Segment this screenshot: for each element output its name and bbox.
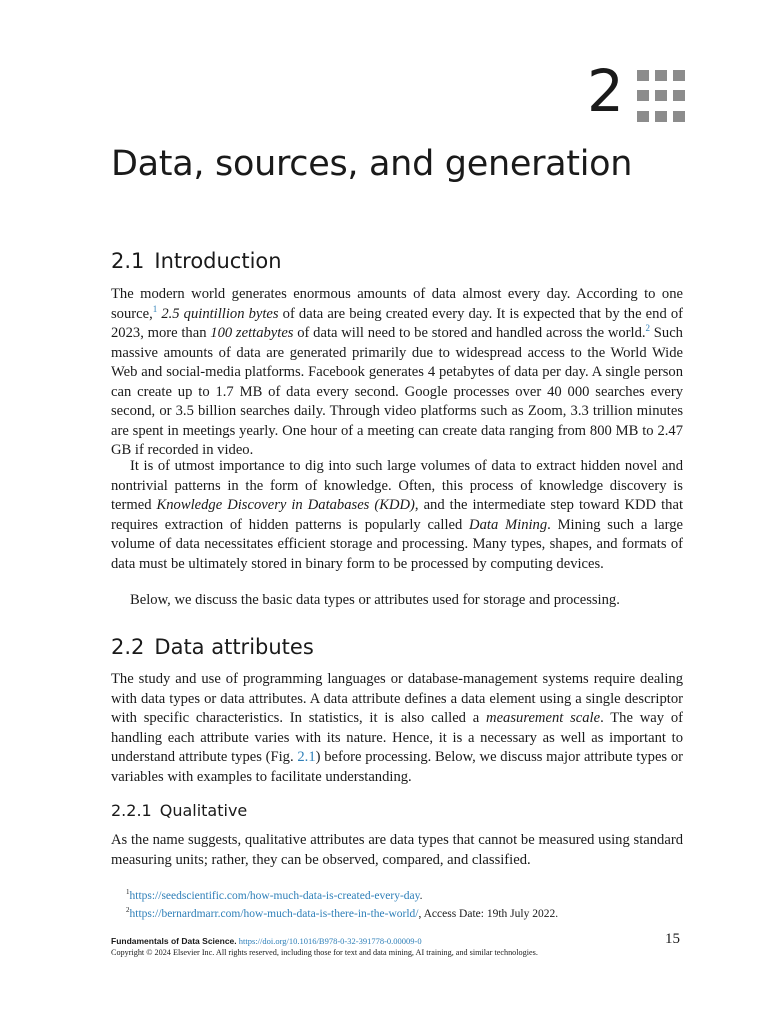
section-number: 2.2 (111, 635, 145, 659)
text-run: Such massive amounts of data are generated primarily due to widespread access to the World Wide Web and social-media platforms. Facebook generates 4 petabytes of data per day. A single person can create up to 1.7 MB of data every second. Google processes over 40 000 searches every second, or 3.5 billion searches daily. Through video platforms such as Zoom, 3.3 trillion minutes are spent in meetings yearly. One hour of a meeting can create data ranging from 800 MB to 2.47 GB if recorded in video. (111, 325, 683, 458)
emphasis: measurement scale (486, 710, 601, 726)
chapter-grid-ornament (637, 70, 685, 124)
paragraph-qualitative: As the name suggests, qualitative attributes are data types that cannot be measured using standard measuring units; rather, they can be observed, compared, and classified. (111, 832, 683, 868)
text-run: of data will need to be stored and handled across the world. (293, 325, 646, 341)
grid-square (673, 90, 685, 101)
emphasis: Knowledge Discovery in Databases (KDD) (156, 497, 415, 513)
paragraph-attributes (111, 670, 683, 787)
footnote-suffix: , Access Date: 19th July 2022. (418, 908, 559, 920)
emphasis: 2.5 quintillion bytes (161, 305, 279, 322)
subsection-number: 2.2.1 (111, 801, 152, 820)
section-title: Introduction (154, 249, 282, 273)
text-run: ) before processing. Below, we discuss major attribute types or variables with examples to facilitate understanding. (111, 749, 683, 785)
emphasis: Data Mining (469, 516, 548, 533)
paragraph-intro-2 (111, 457, 683, 574)
footnote-1 (126, 889, 423, 903)
section-heading-2-1 (111, 249, 282, 273)
paragraph-intro-3: Below, we discuss the basic data types or attributes used for storage and processing. (130, 592, 620, 608)
grid-square (637, 111, 649, 122)
text-run: It is of utmost importance to dig into such large volumes of data to extract hidden novel and nontrivial patterns in the form of knowledge. Often, this process of knowledge discovery is termed (111, 458, 683, 513)
subsection-heading-2-2-1 (111, 801, 247, 820)
text-run: of data are being created every day. It is expected that by the end of 2023, more than (111, 305, 683, 341)
text-run: . Mining such a large volume of data necessitates efficient storage and processing. Many types, shapes, and formats of data must be ultimately stored in binary form to be processed by computing devices. (111, 516, 683, 572)
text-run: , and the intermediate step toward KDD that requires extraction of hidden patterns is popularly called (111, 497, 683, 533)
footnote-mark: 1 (126, 888, 130, 897)
grid-square (655, 111, 667, 122)
footnote-2 (126, 907, 558, 921)
text-run: . The way of handling each attribute varies with its nature. Hence, it is a necessary as well as important to understand attribute types (Fig. (111, 710, 683, 765)
text-run: The study and use of programming languages or database-management systems require dealing with data types or data attributes. A data attribute defines a data element using a single descriptor with specific characteristics. In statistics, it is also called a (111, 671, 683, 726)
footnote-ref-1[interactable]: 1 (152, 303, 158, 314)
chapter-title: Data, sources, and generation (111, 144, 633, 184)
page-number: 15 (665, 931, 680, 947)
footnote-suffix: . (419, 890, 423, 902)
section-heading-2-2 (111, 635, 314, 659)
grid-square (673, 111, 685, 122)
grid-square (655, 70, 667, 81)
text-run: The modern world generates enormous amounts of data almost every day. According to one source, (111, 286, 683, 322)
footer-citation (111, 936, 422, 946)
section-number: 2.1 (111, 249, 145, 273)
grid-square (637, 90, 649, 101)
section-title: Data attributes (154, 635, 314, 659)
footnote-1-link[interactable]: https://seedscientific.com/how-much-data-is-created-every-day (129, 890, 420, 902)
book-title: Fundamentals of Data Science. (111, 936, 237, 946)
chapter-number: 2 (587, 57, 624, 125)
footnote-2-link[interactable]: https://bernardmarr.com/how-much-data-is-there-in-the-world/ (129, 908, 419, 920)
grid-square (637, 70, 649, 81)
paragraph-intro-1 (111, 285, 683, 461)
grid-square (673, 70, 685, 81)
emphasis: 100 zettabytes (210, 325, 294, 341)
figure-ref-link[interactable]: 2.1 (297, 749, 316, 765)
subsection-title: Qualitative (159, 801, 248, 820)
footer-copyright: Copyright © 2024 Elsevier Inc. All rights reserved, including those for text and data mining, AI training, and similar technologies. (111, 948, 538, 957)
doi-link[interactable]: https://doi.org/10.1016/B978-0-32-391778-0.00009-0 (238, 936, 422, 946)
footnote-mark: 2 (126, 906, 130, 915)
grid-square (655, 90, 667, 101)
footnote-ref-2[interactable]: 2 (645, 323, 651, 334)
